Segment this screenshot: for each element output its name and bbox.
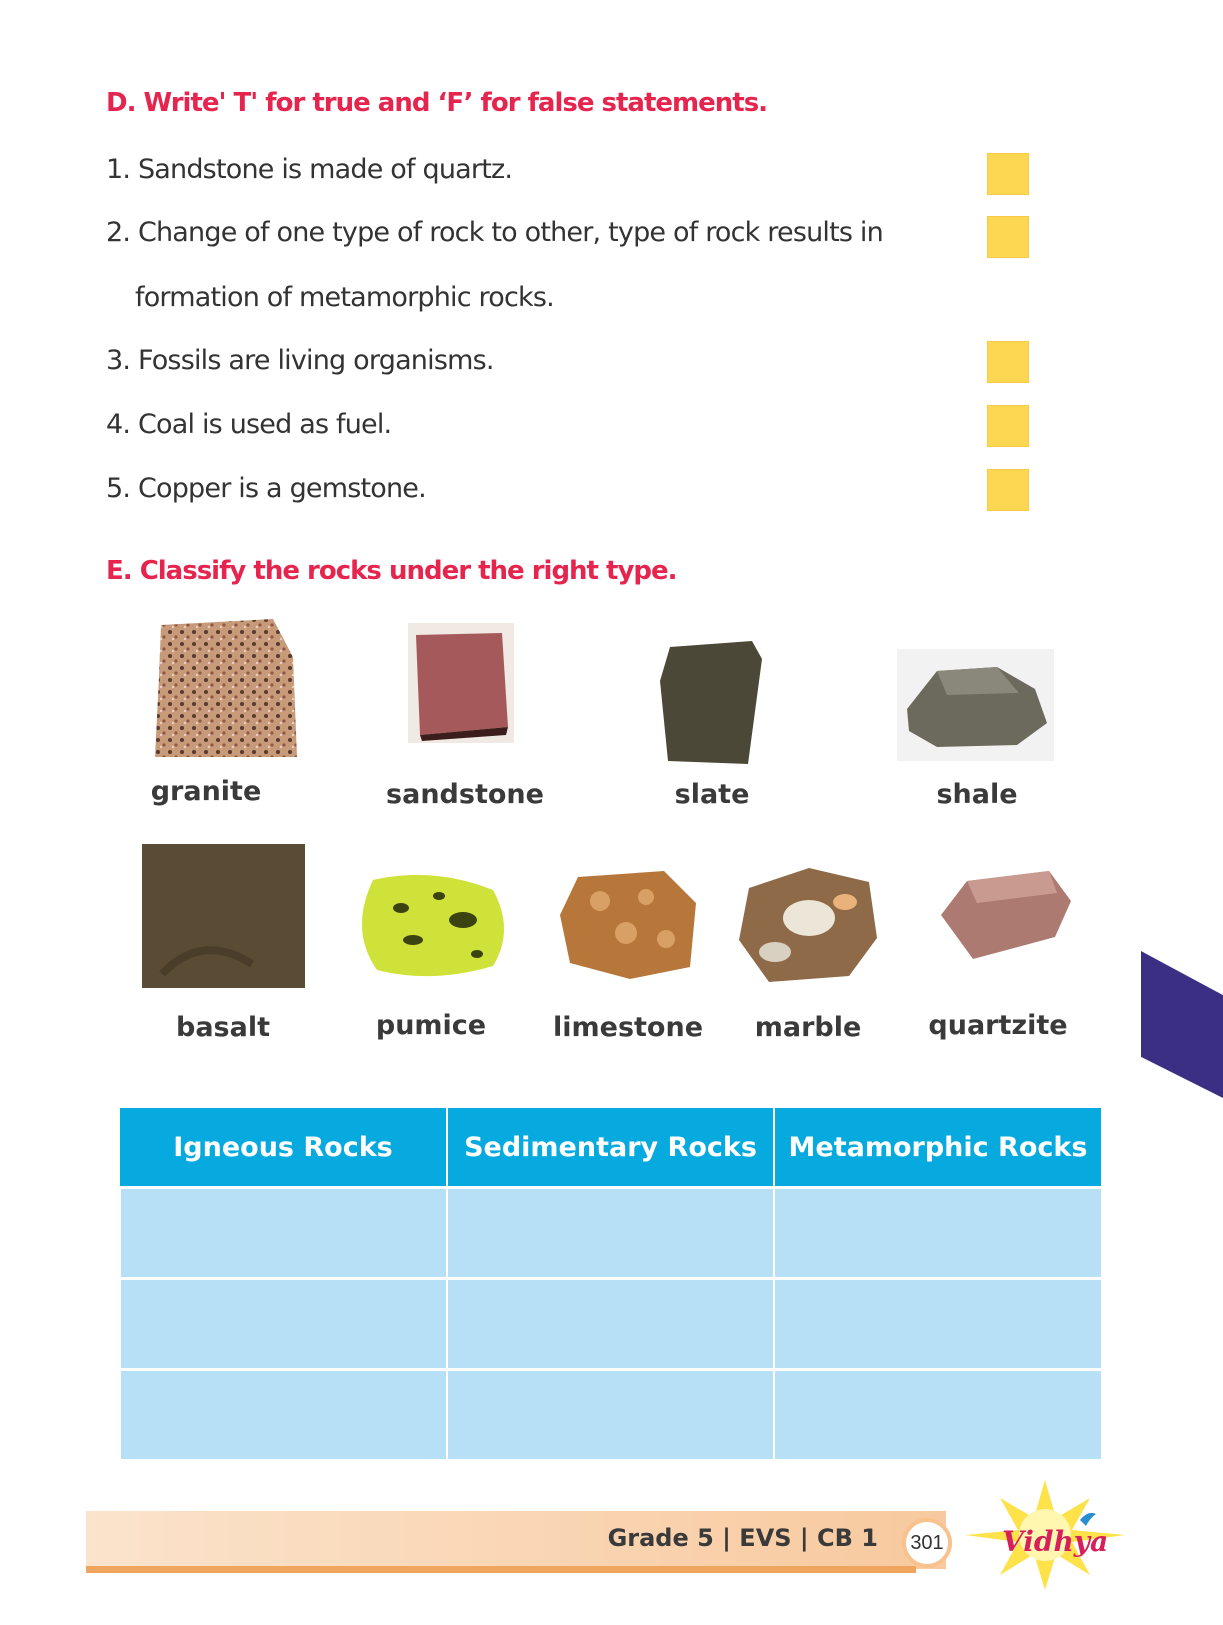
rock-label-shale: shale — [936, 779, 1018, 810]
quartzite-image — [937, 871, 1071, 959]
answer-cell[interactable] — [120, 1188, 447, 1279]
answer-cell[interactable] — [774, 1370, 1101, 1461]
statement-2: 2. Change of one type of rock to other, type of rock results in — [106, 217, 883, 248]
rock-label-pumice: pumice — [375, 1010, 487, 1041]
answer-box-2[interactable] — [987, 216, 1029, 258]
statement-2-continued: formation of metamorphic rocks. — [135, 282, 554, 313]
table-row — [120, 1279, 1101, 1370]
shale-image — [897, 649, 1054, 761]
answer-cell[interactable] — [447, 1188, 774, 1279]
answer-cell[interactable] — [447, 1370, 774, 1461]
side-tab — [1141, 951, 1223, 1098]
statement-4: 4. Coal is used as fuel. — [106, 409, 392, 440]
answer-box-5[interactable] — [987, 469, 1029, 511]
rock-label-limestone: limestone — [552, 1012, 704, 1043]
rock-label-quartzite: quartzite — [928, 1010, 1068, 1041]
footer-grade-text: Grade 5 | EVS | CB 1 — [607, 1524, 878, 1552]
answer-cell[interactable] — [120, 1370, 447, 1461]
rock-label-slate: slate — [674, 779, 750, 810]
rock-label-sandstone: sandstone — [386, 779, 544, 810]
answer-cell[interactable] — [120, 1279, 447, 1370]
limestone-image — [560, 867, 698, 979]
answer-box-3[interactable] — [987, 341, 1029, 383]
table-row — [120, 1370, 1101, 1461]
footer-line — [86, 1566, 916, 1573]
table-header-row — [120, 1108, 1101, 1188]
header-sedimentary: Sedimentary Rocks — [447, 1108, 774, 1188]
rock-label-granite: granite — [150, 776, 262, 807]
statement-3: 3. Fossils are living organisms. — [106, 345, 494, 376]
answer-cell[interactable] — [774, 1279, 1101, 1370]
slate-image — [660, 641, 762, 764]
statement-1: 1. Sandstone is made of quartz. — [106, 154, 513, 185]
answer-box-4[interactable] — [987, 405, 1029, 447]
rock-label-marble: marble — [754, 1012, 862, 1043]
rock-label-basalt: basalt — [176, 1012, 270, 1043]
section-d-heading: D. Write' T' for true and ‘F’ for false statements. — [106, 88, 768, 118]
table-row — [120, 1188, 1101, 1279]
classification-table — [119, 1108, 1101, 1461]
statement-5: 5. Copper is a gemstone. — [106, 473, 426, 504]
vidhya-logo-text: Vidhya — [1002, 1525, 1109, 1558]
answer-box-1[interactable] — [987, 153, 1029, 195]
section-e-heading: E. Classify the rocks under the right type. — [106, 556, 677, 586]
answer-cell[interactable] — [447, 1279, 774, 1370]
page-number: 301 — [902, 1518, 952, 1568]
marble-image — [739, 868, 877, 982]
header-metamorphic: Metamorphic Rocks — [774, 1108, 1101, 1188]
answer-cell[interactable] — [774, 1188, 1101, 1279]
sandstone-image — [408, 623, 514, 743]
basalt-image — [142, 844, 305, 988]
granite-image — [155, 617, 297, 757]
pumice-image — [353, 870, 511, 980]
header-igneous: Igneous Rocks — [120, 1108, 447, 1188]
